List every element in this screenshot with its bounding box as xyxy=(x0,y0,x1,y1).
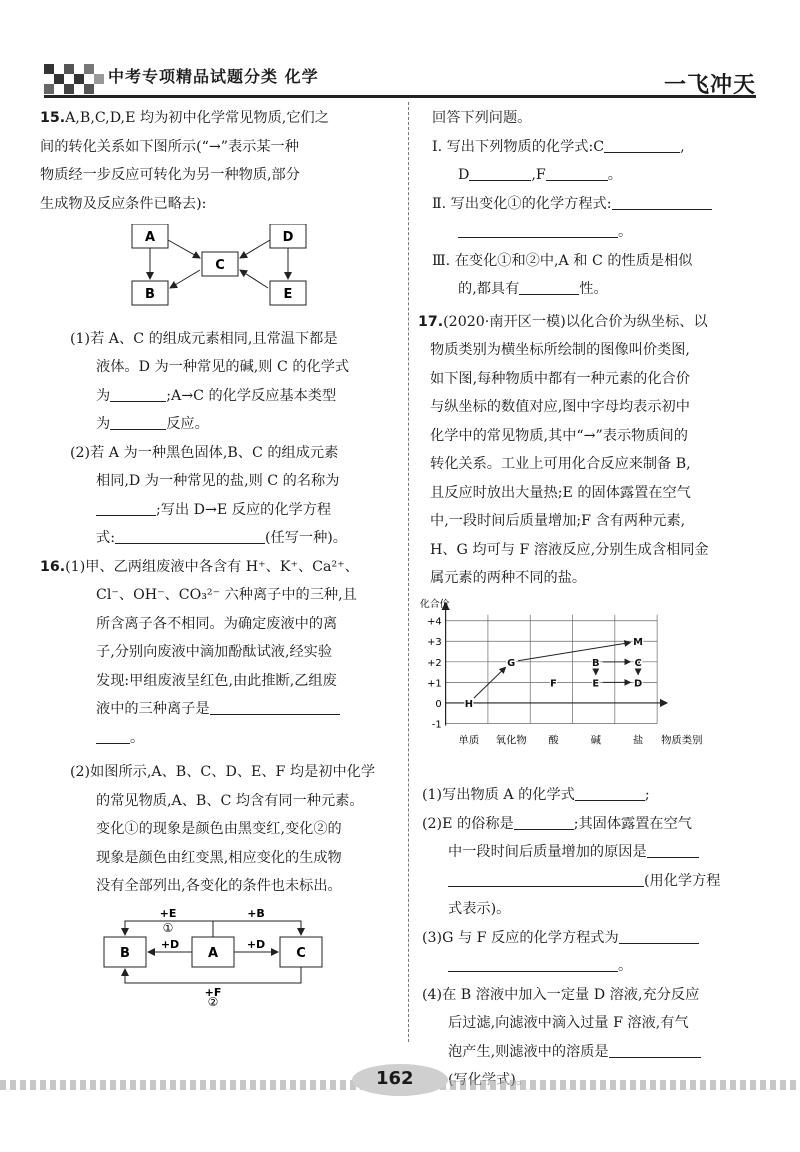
q17-question4-line2: 后过滤,向滤液中滴入过量 F 溶液,有气 xyxy=(448,1015,689,1031)
q16-blank-ions[interactable] xyxy=(210,696,340,715)
y-tick-label: +1 xyxy=(427,677,442,689)
chart-point-label: D xyxy=(633,677,643,689)
q17-blank-reason[interactable] xyxy=(647,839,699,858)
q16-part1-line6: 液中的三种离子是 xyxy=(40,695,396,724)
q15-blank-c-name[interactable] xyxy=(96,497,156,516)
chart-point-label: C xyxy=(634,657,642,669)
q17-stem-line2: 物质类别为横坐标所绘制的图像叫价类图, xyxy=(430,342,690,358)
q16-label-mark2: ② xyxy=(207,994,219,1007)
q17-blank-g-f[interactable] xyxy=(619,925,699,944)
q17-question2-line3: (用化学方程 xyxy=(418,867,764,896)
right-column xyxy=(418,104,764,1095)
q16-part1-line2: Cl⁻、OH⁻、CO₃²⁻ 六种离子中的三种,且 xyxy=(96,587,357,603)
q17-stem-line1: 17.(2020·南开区一模)以化合价为纵坐标、以 xyxy=(418,313,708,330)
q15-part2-line4: 式: (任写一种)。 xyxy=(40,524,396,553)
left-column xyxy=(40,104,396,1025)
chart-point-label: B xyxy=(592,657,600,669)
chart-point-label: M xyxy=(633,636,644,648)
x-tick-label: 酸 xyxy=(548,733,559,746)
x-tick-label: 单质 xyxy=(458,733,480,746)
q16-part2-line3: 变化①的现象是颜色由黑变红,变化②的 xyxy=(96,821,342,837)
q16-answer2-line2: 。 xyxy=(418,218,764,247)
q17-stem-line3: 如下图,每种物质中都有一种元素的化合价 xyxy=(430,370,690,387)
q15-node-b: B xyxy=(145,287,155,302)
q17-stem-line7: 且反应时放出大量热;E 的固体露置在空气 xyxy=(430,484,691,501)
q16-blank-f[interactable] xyxy=(546,162,608,181)
q15-part1-line2: 液体。D 为一种常见的碱,则 C 的化学式 xyxy=(96,359,350,375)
q17-question4-line1: (4)在 B 溶液中加入一定量 D 溶液,充分反应 xyxy=(422,986,700,1003)
q16-number: 16. xyxy=(40,558,66,575)
chart-point-label: G xyxy=(507,657,516,669)
q17-stem-line4: 与纵坐标的数值对应,图中字母均表示初中 xyxy=(430,399,690,415)
q17-question1: (1)写出物质 A 的化学式 ; xyxy=(418,781,764,810)
q17-stem-line8: 中,一段时间后质量增加;F 含有两种元素, xyxy=(430,513,686,529)
q16-label-mid2: +D xyxy=(246,937,266,951)
q16-part1-line3: 所含离子各不相同。为确定废液中的离 xyxy=(96,615,338,632)
header-rule xyxy=(44,95,756,98)
q16-blank-d[interactable] xyxy=(469,162,531,181)
x-tick-label: 氧化物 xyxy=(495,733,527,746)
column-divider xyxy=(408,102,409,1042)
q17-blank-reason-cont[interactable] xyxy=(448,868,644,887)
q17-question2-line4: 式表示)。 xyxy=(448,901,511,917)
q17-stem-line9: H、G 均可与 F 溶液反应,分别生成含相同金 xyxy=(430,541,709,558)
y-tick-label: +3 xyxy=(427,636,442,648)
q16-label-mid1: +D xyxy=(160,937,180,951)
q15-part2-line1: (2)若 A 为一种黑色固体,B、C 的组成元素 xyxy=(70,444,339,461)
q16-part2-line1: (2)如图所示,A、B、C、D、E、F 均是初中化学 xyxy=(70,764,376,780)
x-axis-label: 物质类别 xyxy=(661,733,703,746)
q16-diagram xyxy=(80,907,410,1007)
q17-question2-line2: 中一段时间后质量增加的原因是 xyxy=(418,838,764,867)
q16-blank-eq1[interactable] xyxy=(612,191,712,210)
q16-label-top1: +E xyxy=(159,906,177,920)
q17-stem-line5: 化学中的常见物质,其中“→”表示物质间的 xyxy=(430,427,688,444)
q16-answers-intro: 回答下列问题。 xyxy=(432,110,532,126)
q15-blank-c-formula[interactable] xyxy=(110,383,166,402)
q17-question4-line3: 泡产生,则滤液中的溶质是 xyxy=(418,1038,764,1067)
q16-blank-eq1-cont[interactable] xyxy=(458,219,618,238)
q15-node-a: A xyxy=(144,230,156,245)
q16-node-b: B xyxy=(120,945,130,961)
q16-answer1-line1: Ⅰ. 写出下列物质的化学式:C , xyxy=(418,133,764,162)
q17-question2-line1: (2)E 的俗称是 ;其固体露置在空气 xyxy=(418,810,764,839)
q15-node-c: C xyxy=(215,258,225,273)
q15-stem-line3: 物质经一步反应可转化为另一种物质,部分 xyxy=(40,167,300,183)
y-tick-label: 0 xyxy=(435,698,442,710)
q16-answer3-line2: 的,都具有 性。 xyxy=(418,275,764,304)
q17-stem-line10: 属元素的两种不同的盐。 xyxy=(430,570,587,586)
y-tick-label: +2 xyxy=(427,657,442,669)
valence-chart xyxy=(418,597,748,767)
chart-point-label: H xyxy=(464,698,474,710)
q17-question3-line1: (3)G 与 F 反应的化学方程式为 xyxy=(418,924,764,953)
q16-part2-line2: 的常见物质,A、B、C 均含有同一种元素。 xyxy=(96,792,364,809)
q16-part2-line4: 现象是颜色由红变黑,相应变化的生成物 xyxy=(96,849,342,866)
q16-label-bot: +F xyxy=(204,985,222,999)
q15-stem-line4: 生成物及反应条件已略去): xyxy=(40,195,207,212)
header-title: 中考专项精品试题分类 化学 xyxy=(108,67,319,86)
q17-blank-solute[interactable] xyxy=(609,1039,701,1058)
q16-node-c: C xyxy=(296,945,306,961)
q15-node-d: D xyxy=(282,230,294,245)
q15-stem-line1: 15.A,B,C,D,E 均为初中化学常见物质,它们之 xyxy=(40,110,329,126)
q15-stem-line2: 间的转化关系如下图所示(“→”表示某一种 xyxy=(40,138,299,155)
q15-part1-line1: (1)若 A、C 的组成元素相同,且常温下都是 xyxy=(70,330,338,347)
q15-blank-equation[interactable] xyxy=(115,525,265,544)
q15-diagram xyxy=(40,224,370,306)
q15-blank-reaction-type[interactable] xyxy=(110,411,166,430)
q15-part2-line3: ;写出 D→E 反应的化学方程 xyxy=(40,496,396,525)
q16-part1-line1: 16.(1)甲、乙两组废液中各含有 H⁺、K⁺、Ca²⁺、 xyxy=(40,558,359,575)
q16-label-top2: +B xyxy=(247,906,265,920)
q16-part1-line4: 子,分别向废液中滴加酚酞试液,经实验 xyxy=(96,644,333,660)
q16-blank-property[interactable] xyxy=(519,276,579,295)
q16-blank-c[interactable] xyxy=(604,134,680,153)
q15-part2-line2: 相同,D 为一种常见的盐,则 C 的名称为 xyxy=(96,473,340,489)
q16-label-mark1: ① xyxy=(162,920,174,935)
q16-answer2-line1: Ⅱ. 写出变化①的化学方程式: xyxy=(418,190,764,219)
q16-answer1-line2: D ,F 。 xyxy=(418,161,764,190)
y-axis-label: 化合价 xyxy=(419,598,450,610)
q16-blank-ions-cont[interactable] xyxy=(96,725,130,744)
q17-blank-e-name[interactable] xyxy=(514,811,574,830)
q16-part2-line5: 没有全部列出,各变化的条件也未标出。 xyxy=(96,878,342,894)
chart-point-label: E xyxy=(592,677,600,689)
q16-node-a: A xyxy=(207,945,219,961)
q17-blank-g-f-cont[interactable] xyxy=(448,953,618,972)
chart-arrow xyxy=(518,642,630,660)
q15-node-e: E xyxy=(283,287,293,302)
chart-point-label: F xyxy=(550,677,557,689)
page-number: 162 xyxy=(376,1068,414,1089)
q17-number: 17. xyxy=(418,313,444,330)
q16-answer3-line1: Ⅲ. 在变化①和②中,A 和 C 的性质是相似 xyxy=(432,252,693,269)
q17-stem-line6: 转化关系。工业上可用化合反应来制备 B, xyxy=(430,456,691,472)
q15-part1-line3: 为 ;A→C 的化学反应基本类型 xyxy=(40,382,396,411)
q17-question3-line2: 。 xyxy=(418,952,764,981)
x-tick-label: 碱 xyxy=(590,733,601,746)
y-tick-label: -1 xyxy=(431,718,442,730)
header-brand: 一飞冲天 xyxy=(663,73,756,98)
q15-part1-line4: 为 反应。 xyxy=(40,410,396,439)
y-tick-label: +4 xyxy=(427,616,442,628)
q17-blank-a[interactable] xyxy=(575,782,645,801)
q16-part1-line7: 。 xyxy=(40,724,396,753)
q15-number: 15. xyxy=(40,110,66,126)
q16-part1-line5: 发现:甲组废液呈红色,由此推断,乙组废 xyxy=(96,672,337,689)
x-tick-label: 盐 xyxy=(632,733,644,746)
